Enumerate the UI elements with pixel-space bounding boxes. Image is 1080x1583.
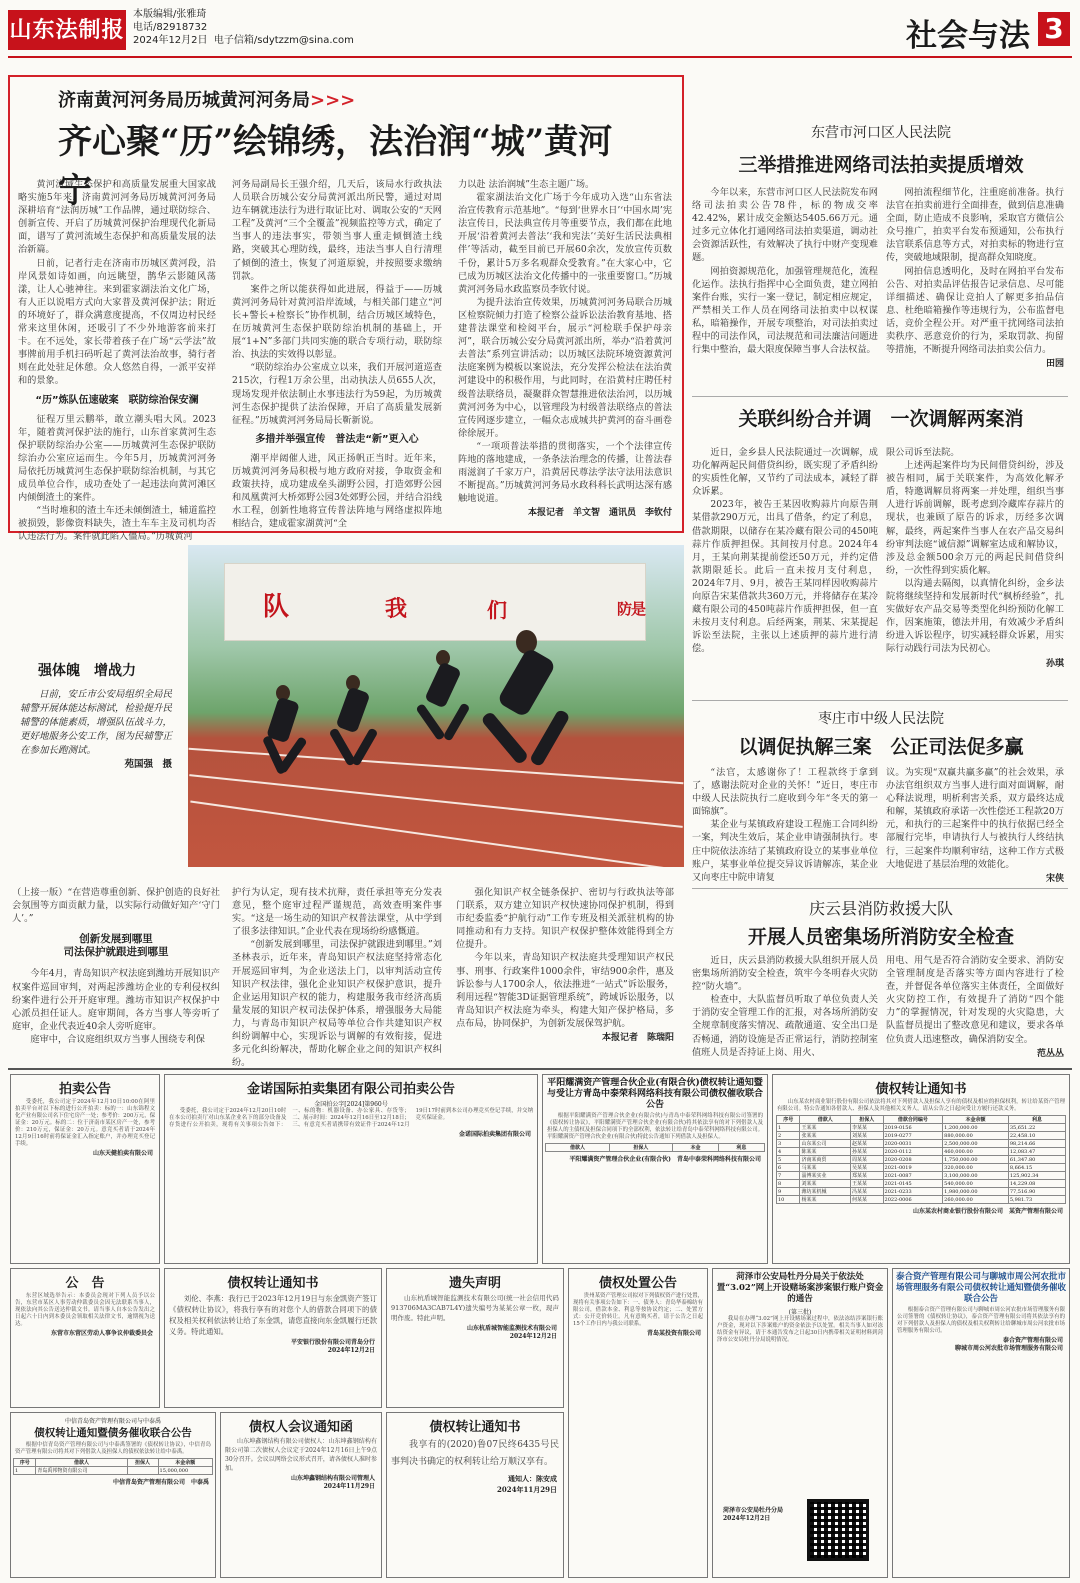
ipr-column-1: [12, 886, 220, 1046]
table-cell: 460,000.00: [943, 1148, 1009, 1156]
table-row: [776, 1132, 1065, 1140]
lead-byline: 本报记者 羊文智 通讯员 李钦付: [527, 508, 672, 519]
table-cell: 冯某某: [851, 1188, 884, 1196]
table-row: [14, 1467, 213, 1475]
paragraph: 征程万里云鹏举，敢立潮头唱大风。2023年，随着黄河保护法的施行，山东首家黄河生态保护联防综治办公室——历城黄河生态保护联防综治办公室应运而生。今年5月，历城黄河河务局依托历城黄河生态保护联防综治机制，与其它成员单位合作，成功查处了一起违法向黄河滩区内倾倒渣土的案件。: [18, 413, 216, 504]
notice-text: 山东某农村商业银行股份有限公司依法将其对下列借款人及担保人享有的债权及相应的担保权利，转让给某资产管理有限公司。特公告通知各借款人、担保人及其他相关义务人，请从公告之日起向受让方履行还款义务。: [777, 1099, 1065, 1112]
paragraph: 今年以来，东营市河口区人民法院发布网络司法拍卖公告78件，标的物成交率42.42%，累计成交金额达5405.66万元。通过多元立体化打通网络司法拍卖渠道，调动社会资源活跃性，有效解决了执行中财产变现难题。: [692, 187, 878, 264]
table-cell: 杨某某: [800, 1196, 851, 1204]
notice-claim-transfer-pingan: [164, 1268, 382, 1408]
banner-char: 队: [263, 592, 290, 622]
notice-title: 金诺国际拍卖集团有限公司拍卖公告: [246, 1082, 455, 1097]
paragraph: 潮平岸阔催人进，风正扬帆正当时。近年来，历城黄河河务局积极与地方政府对接，争取资金和政策扶持，成功建成垒头湖野公园，打造郊野公园和凤凰黄河大桥郊野公园3处郊野公园，并结合沿线水工程，创新性地将宣传普法阵地与网络虚拟阵地相结合，建成霍家湖黄河“全: [232, 452, 442, 530]
paragraph: 护行为认定，现有技术抗辩，责任承担等充分发表意见，整个庭审过程严谨规范，高效查明案件事实。“这是一场生动的知识产权普法课堂，从中学到了很多法律知识。”企业代表在现场纷纷感慨道。: [232, 887, 442, 938]
notice-title: 债权转让通知暨债务催收联合公告: [34, 1427, 192, 1439]
jinxiang-byline: 孙琪: [1045, 658, 1064, 669]
paragraph: 霍家湖法治文化广场于今年成功入选“山东省法治宣传教育示范基地”。“每到‘世界水日’‘中国水周’宪法宣传日，民法典宣传月等重要节点，我们都在此地开展‘沿着黄河去普法’‘我和宪法’‘美好生活民法典相伴’等活动，截至目前已开展60余次，发放宣传页数千份，累计5万多名观群众受教育。”在大家心中，它已成为历城区法治文化传播中的一张重要窗口。”历城黄河河务局水政监察员李钦付说。: [458, 192, 673, 295]
table-cell: 2019-0156: [883, 1124, 943, 1132]
paragraph: 庭审中，合议庭组织双方当事人围绕专利保: [30, 1033, 205, 1045]
paragraph: 近日，金乡县人民法院通过一次调解，成功化解两起民间借贷纠纷，既实现了矛盾纠纷的实质性化解，又节约了司法成本，减轻了群众诉累。: [692, 447, 878, 498]
table-cell: 山东某公司: [800, 1140, 851, 1148]
table-row: [776, 1172, 1065, 1180]
dongying-column-1: [692, 186, 878, 356]
table-cell: [127, 1467, 158, 1475]
table-header: 本金余额: [158, 1459, 212, 1467]
editor-line: 本版编辑/张雅琦: [133, 9, 207, 20]
table-cell: 1: [776, 1124, 799, 1132]
paragraph: 2023年，被告王某因收购蒜片向原告荆某借款290万元，出具了借条，约定了利息，借款期限，以储存在某冷藏有限公司的450吨蒜片作质押担保。其间按月付息。2024年4月，王某向荆某提前偿还50万元，并约定借款期限延长。此后一直未按月支付利息，2024年7月、9月，被告王某同样因收购蒜片向原告宋某借款共360万元，并将储存在某冷藏有限公司的450吨蒜片作质押担保，但一直未按月支付利息。后经两案，荆某、宋某提起诉讼至法院，主张以上述质押的蒜片进行清偿。: [692, 499, 878, 655]
header-rule: [8, 56, 1072, 58]
notice-claim-disposal: [568, 1268, 708, 1578]
notice-signature: 山东坤鑫钢结构有限公司管理人 2024年11月29日: [290, 1475, 375, 1490]
table-cell: 9: [776, 1188, 799, 1196]
notice-text: 山东杭盾城智能监测技术有限公司(统一社会信用代码913706MA3CAB7L4Y)遗失编号为某某公章一枚，现声明作废。特此声明。: [391, 1294, 559, 1322]
table-row: [776, 1180, 1065, 1188]
notice-loss-statement: [386, 1268, 564, 1408]
banner-char: 防: [617, 600, 633, 618]
banner-char: 是: [631, 600, 647, 618]
table-row: [776, 1156, 1065, 1164]
notice-title: 泰合资产管理有限公司与聊城市周公河农批市场管理服务有限公司债权转让通知暨债务催收联合公告: [896, 1272, 1067, 1304]
section-title: 社会与法: [906, 18, 1030, 54]
table-cell: 青岛禹邦物资有限公司: [36, 1467, 127, 1475]
table-cell: 320,000.00: [943, 1164, 1009, 1172]
table-header: 担保人: [851, 1116, 884, 1124]
notice-table: [776, 1115, 1066, 1204]
qingyun-headline: 开展人员密集场所消防安全检查: [747, 926, 1014, 948]
notice-text: 东营区域选举告示：本委员会现对下列人员予以公告，东营市某区人事劳动仲裁委员会因无法联系当事人，现依法向其公告送达仲裁文书。请当事人自本公告发出之日起六十日内到本委员会领取相关法律文书，逾期视为送达。: [15, 1293, 155, 1327]
divider: [692, 396, 1068, 397]
table-header: 本金余额: [943, 1116, 1009, 1124]
zaozhuang-column-1: [692, 766, 878, 884]
notice-signature: 青岛某投资有限公司: [646, 1330, 701, 1337]
track-lane: [189, 774, 682, 828]
notice-signature: 中信青岛资产管理有限公司 中泰禹: [112, 1479, 209, 1486]
ipr-column-2: [232, 886, 442, 1069]
lead-subhead-1: “历”炼队伍速破案 联防综治保安澜: [35, 394, 199, 406]
issue-date: 2024年12月2日: [133, 35, 208, 46]
notice-heze-police: [712, 1268, 888, 1578]
notice-pretitle: 中信青岛资产管理有限公司与中泰禹: [64, 1418, 161, 1425]
table-cell: 2,500,000.00: [943, 1140, 1009, 1148]
zaozhuang-org: 枣庄市中级人民法院: [818, 711, 944, 727]
table-cell: 1,980,000.00: [943, 1188, 1009, 1196]
notice-subtitle: (第三批): [788, 1309, 812, 1316]
table-cell: 6: [776, 1164, 799, 1172]
notice-title: 债权人会议通知函: [248, 1420, 353, 1435]
ipr-column-3: [456, 886, 674, 1045]
notice-text: 我局在办理“3.02”网上开设赌场案过程中，依法冻结涉案银行账户资金，现对以下涉案账户的资金依法予以处置。相关当事人如对冻结资金有异议，请于本通告发布之日起30日内携带相关证明材料到菏泽市公安局牡丹分局说明情况。: [717, 1316, 883, 1343]
table-cell: 陈某某: [800, 1148, 851, 1156]
notice-jinnuo: [164, 1074, 538, 1264]
paragraph: “当时堆积的渣土车还未倾倒渣土，辅道监控被损毁，影像资料缺失，渣土车车主及司机均否认违法行为。案件就此陷入僵局。”历城黄河: [18, 505, 216, 543]
table-row: [776, 1124, 1065, 1132]
notice-text: 贵州某资产管理公司拟对下列债权资产进行处置，现将有关事项公告如下：一、债务人：青岛华泰棉纺有限公司，借款本金、利息等按协议约定；二、处置方式：公开竞价转让。凡有意购买者，请于公告之日起15个工作日内与我公司联系。: [573, 1293, 703, 1327]
paragraph: 日前，记者行走在济南市历城区黄河段，沿岸风景如诗如画，向远眺望，鹊华云影随风荡漾，让人心驰神往。来到霍家湖法治文化广场，有人正以说唱方式向大家普及黄河保护法；附近的环境好了，群众满意度提高，不仅周边村民经常来这里休闲，还吸引了不少外地游客前来打卡。在不远处，家长带着孩子在广场“云学法”故事牌前用手机扫码听起了黄河法治故事，骑行者则在此处驻足休憩。众人悠然自得，一派平安祥和的景象。: [18, 257, 216, 387]
table-row: [776, 1164, 1065, 1172]
table-cell: 李某某: [851, 1124, 884, 1132]
table-cell: 8,664.15: [1008, 1164, 1065, 1172]
paragraph: 以沟通去隔阂，以真情化纠纷，金乡法院将继续坚持和发展新时代“枫桥经验”，扎实做好农产品交易等类型化纠纷预防化解工作，因案施策，德法并用，有效减少矛盾纠纷进入诉讼程序，切实减轻群众诉累，用实际行动践行司法为民初心。: [886, 577, 1064, 655]
notice-title: 债权处置公告: [598, 1276, 677, 1291]
table-cell: 潍坊某机械: [800, 1188, 851, 1196]
notice-creditor-meeting: [220, 1412, 382, 1578]
notice-text: 刘伦、李燕：我行已于2023年12月19日与东金凯资产签订《债权转让协议》，将我行享有的对您个人的借款合同项下的债权及相关权利依法转让给了东金凯，请您直接向东金凯履行还款义务。特此通知。: [169, 1294, 377, 1336]
page-number: 3: [1038, 12, 1070, 46]
dongying-byline: 田园: [1045, 359, 1064, 370]
notice-pingyang: [542, 1074, 768, 1264]
paragraph: 力以赴 法治润城”生态主题广场。: [458, 179, 595, 190]
table-row: [776, 1188, 1065, 1196]
table-cell: 淄博某实业: [800, 1172, 851, 1180]
paragraph: 网拍资源规范化，加强管理规范化，流程化运作。法执行指挥中心全面负责，建立网拍案件台账，实行一案一登记，制定相应规定，严禁相关工作人员在网络司法拍卖中以权谋私，暗箱操作，开展专项整治，对司法拍卖过程中的司法作风，司法规范和司法廉洁问题进行集中整治，最大限度保障当事人合法权益。: [692, 265, 878, 356]
paragraph: “联防综治办公室成立以来，我们开展河道巡查215次，行程1万余公里，出动执法人员655人次，现场发现并依法制止水事违法行为59起，为历城黄河生态保护提供了法治保障，开启了高质量发展新征程。”历城黄河河务局局长靳新说。: [232, 362, 442, 426]
table-cell: 10: [776, 1196, 799, 1204]
paragraph: 网拍流程细节化，注重庭前准备。执行法官在拍卖前进行全面排查，做到信息准确全面，防止造成不良影响，采取官方微信公众号推广，拍卖平台发布预通知，公布执行法官联系信息等方式，对拍卖标的物进行宣传，突破地域限制，提高群众知晓度。: [886, 187, 1064, 264]
photo-caption-text: 日前，安丘市公安局组织全局民辅警开展体能达标测试，检验提升民辅警的体能素质，增强队伍战斗力，更好地服务公安工作，图为民辅警正在参加长跑测试。: [20, 689, 173, 756]
notice-taihe: [892, 1268, 1070, 1578]
qingyun-org: 庆云县消防救援大队: [808, 899, 953, 918]
table-cell: 260,000.00: [943, 1196, 1009, 1204]
paragraph: 上述两起案件均为民间借贷纠纷，涉及被告相同，属于关联案件，为高效化解矛盾，特邀调解员将两案一并处理，组织当事人进行诉前调解，既考虑到冷藏库存蒜片的现状，也兼顾了原告的诉求，历经多次调解，最终，两起案件当事人在农产品交易纠纷审判法庭“诚信源”调解室达成和解协议，涉及总金额500余万元的两起民间借贷纠纷，一次性得到实质化解。: [886, 460, 1064, 576]
notices-divider: [8, 1068, 1072, 1070]
paragraph: 今年以来，青岛知识产权法庭共受理知识产权民事、刑事、行政案件1000余件，审结900余件，惠及诉讼参与人1700余人，依法推进“一站式”诉讼服务，利用远程“智能3D证据管理系统”，跨域诉讼服务，以青岛知识产权法庭为牵头，构建大知产保护格局，多点布局，协同保护，为创新发展保驾护航。: [456, 952, 674, 1029]
table-cell: 12,083.47: [1008, 1148, 1065, 1156]
banner-char: 我: [385, 597, 408, 622]
qr-code-icon: [807, 1499, 869, 1561]
paragraph: 限公司诉至法院。: [886, 447, 960, 458]
phone-line: 电话/82918732: [133, 22, 208, 33]
paragraph: 强化知识产权全链条保护、密切与行政执法等部门联系，双方建立知识产权快速协同保护机制，得到市纪委监委“护航行动”工作专班及相关派驻机构的协同推动和有力支持。知识产权保护整体效能得到全方位提升。: [456, 887, 674, 951]
table-cell: 125,902.34: [1008, 1172, 1065, 1180]
table-cell: 刘某某: [851, 1132, 884, 1140]
qingyun-column-2: [886, 954, 1064, 1061]
notice-signature: 泰合资产管理有限公司 聊城市周公河农批市场管理服务有限公司: [954, 1337, 1063, 1352]
table-cell: 880,000.00: [943, 1132, 1009, 1140]
qingyun-column-1: [692, 954, 878, 1059]
jinxiang-headline: 关联纠纷合并调 一次调解两案消: [738, 408, 1024, 430]
notice-claim-transfer-chen: [386, 1412, 564, 1578]
table-cell: 15,000,000: [158, 1467, 212, 1475]
table-cell: 1: [14, 1467, 36, 1475]
table-cell: 2019-0277: [883, 1132, 943, 1140]
table-header: 借款人: [800, 1116, 851, 1124]
table-cell: 540,000.00: [943, 1180, 1009, 1188]
news-photo: [188, 545, 684, 867]
table-cell: 98,214.66: [1008, 1140, 1065, 1148]
table-cell: 5,981.73: [1008, 1196, 1065, 1204]
table-cell: 2022-0006: [883, 1196, 943, 1204]
notice-text: 受委托，我公司定于2024年12月20日10时在本公司拍卖厅对山东某企业名下的部分设备及存货进行公开拍卖，现将有关事项公告如下：一、标的物：机器设备、办公家具、存货等；二、展示时间：2024年12月16日至12月18日；三、有意竞买者请携带有效证件于2024年12月19日17时前到本公司办理竞买登记手续，并交纳竞买保证金。: [169, 1108, 533, 1128]
notice-signature: 菏泽市公安局牡丹分局 2024年12月2日: [723, 1507, 784, 1522]
notice-title: 公 告: [65, 1276, 105, 1291]
table-cell: 何某某: [851, 1196, 884, 1204]
dongying-column-2: [886, 186, 1064, 371]
notice-signature: 金诺国际拍卖集团有限公司: [458, 1131, 531, 1138]
table-cell: 2021-0145: [883, 1180, 943, 1188]
notice-title: 菏泽市公安局牡丹分局关于依法处置“3.02”网上开设赌场案涉案银行账户资金的通告: [716, 1272, 884, 1304]
paragraph: 黄河流域生态保护和高质量发展重大国家战略实施5年来，济南黄河河务局历城黄河河务局深耕培育“法润历城”工作品牌，通过联防综合、创新宣传、开启了历城黄河保护治理现代化新局面，谱写了黄河流域生态保护和高质量发展的法治新篇。: [18, 179, 216, 256]
table-cell: 5: [776, 1156, 799, 1164]
notice-text: 山东坤鑫钢结构有限公司债权人：山东坤鑫钢结构有限公司第二次债权人会议定于2024年12月16日上午9点30分召开。会议以网络会议形式召开，请各债权人准时参加。: [225, 1438, 377, 1472]
notice-title: 拍卖公告: [58, 1082, 111, 1097]
lead-kicker: [58, 86, 355, 112]
table-header: 序号: [14, 1459, 36, 1467]
issue-meta: [133, 8, 354, 47]
notice-text: 根据中信青岛资产管理有限公司与中泰禹签署的《债权转让协议》，中信青岛资产管理有限公司将其对下列借款人及担保人的债权依法转让给中泰禹。: [15, 1442, 211, 1455]
paragraph: 今年4月，青岛知识产权法庭到潍坊开展知识产权案件巡回审判，对两起涉潍坊企业的专利侵权纠纷案件进行公开开庭审理。潍坊市知识产权保护中心派员担任证人。庭审期间，各方当事人等旁听了庭审，企业代表近40余人旁听庭审。: [12, 968, 220, 1032]
table-cell: 14,229.08: [1008, 1180, 1065, 1188]
table-cell: 4: [776, 1148, 799, 1156]
notice-text: 根据平阳耀满资产管理合伙企业(有限合伙)与青岛中泰荣科网络科技有限公司签署的《债权转让协议》，平阳耀满资产管理合伙企业(有限合伙)将其依法享有的对下列借款人及担保人的主债权及担保合同项下的全部权利，依法转让给青岛中泰荣科网络科技有限公司。平阳耀满资产管理合伙企业(有限合伙)特此公告通知下列借款人及担保人。: [547, 1113, 763, 1140]
track-lane: [189, 748, 684, 785]
notice-claim-transfer-table: [772, 1074, 1070, 1264]
notice-subtitle: 金国拍公字[2024]第960号: [314, 1101, 388, 1108]
table-header: 借款人: [546, 1144, 609, 1152]
paragraph: （上接一版）“在营造尊重创新、保护创造的良好社会氛围等方面贡献力量，以实际行动做好知产‘守门人’。”: [12, 887, 220, 925]
paragraph: “创新发展到哪里，司法保护就跟进到哪里。”刘圣林表示，近年来，青岛知识产权法庭坚持常态化开展巡回审判，为企业送法上门，以审判活动宣传知识产权法律，强化企业知识产权保护意识，提升企业运用知识产权的能力，构建服务我市经济高质量发展的知识产权司法保护体系，增强服务大局能力，与青岛市知识产权局等单位合作共建知识产权纠纷调解中心，实现诉讼与调解的有效衔接，促进多元化纠纷解决，帮助化解企业之间的知识产权纠纷。: [232, 939, 442, 1069]
table-cell: 35,651.22: [1008, 1124, 1065, 1132]
divider: [692, 700, 1068, 701]
table-cell: 周某某: [851, 1156, 884, 1164]
table-cell: 王某某: [851, 1180, 884, 1188]
paragraph: 案件之所以能获得如此进展，得益于——历城黄河河务局针对黄河沿岸流域，与相关部门建立“河长+警长+检察长”协作机制，结合历城区域特色，在历城黄河生态保护联防综治机制的基础上，开展“1+N”多部门共同实施的联合专项行动，联防综治、执法的实效得以彰显。: [232, 283, 442, 361]
notice-table: [13, 1458, 213, 1475]
masthead-logo: 山东法制报: [8, 10, 126, 50]
lead-column-3: [458, 178, 672, 520]
photo-caption: [20, 688, 172, 772]
paragraph: “一项项普法举措的贯彻落实，一个个法律宣传阵地的落地建成，一条条法治理念的传播，让普法春雨滋润了千家万户，沿黄居民尊法学法守法用法意识不断提高。”历城黄河河务局水政科科长武明达深有感触地说道。: [458, 440, 672, 505]
notice-text: 受委托，我公司定于2024年12月10日10:00在阿里拍卖平台对以下标的进行公开拍卖：标的一：山东锦程文化产业有限公司名下住宅房产一处；参考价：200万元，保证金：20万元。标的二：位于济南市某区房产一处，参考价：210万元，保证金：20万元。意竞买者请于2024年12月9日16时前将保证金汇入指定账户，并办理竞买登记手续。: [15, 1099, 155, 1147]
table-cell: 7: [776, 1172, 799, 1180]
notice-zhongxin: [10, 1412, 216, 1578]
paragraph: 某企业与某镇政府建设工程施工合同纠纷一案，判决生效后，某企业申请强制执行。枣庄中院依法冻结了某镇政府设立的某事业单位账户，某事业单位提交异议诉请解冻，某企业又向枣庄中院申请复: [692, 819, 878, 883]
table-header: 利息: [718, 1144, 764, 1152]
table-row: [776, 1196, 1065, 1204]
table-row: [776, 1140, 1065, 1148]
table-cell: 2021-0019: [883, 1164, 943, 1172]
lead-column-2: [232, 178, 442, 530]
table-cell: 王某某: [800, 1124, 851, 1132]
notice-signature: 山东某农村商业银行股份有限公司 某资产管理有限公司: [912, 1208, 1063, 1215]
table-cell: 61,347.80: [1008, 1156, 1065, 1164]
table-cell: 张某某: [800, 1132, 851, 1140]
notice-title: 遗失声明: [448, 1276, 501, 1291]
banner-char: 们: [487, 598, 507, 622]
paragraph: 河务局副局长王强介绍，几天后，该局水行政执法人员联合历城公安分局黄河派出所民警，通过对周边车辆就违法行为进行取证比对、调取公安的“天网工程”及黄河“三个全覆盖”视频监控等方式，确定了当事人的违法事实，带领当事人重走倾倒渣土线路，突破其心理防线，最终，违法当事人自行清理了倾倒的渣土，恢复了河道原貌，并按照要求缴纳罚款。: [232, 179, 442, 282]
paragraph: “法官，太感谢你了！工程款终于拿到了，感谢法院对企业的关怀！”近日，枣庄市中级人民法院执行二庭收到今年“冬天的第一面锦旗”。: [692, 767, 878, 818]
notice-signature: 通知人：陈安成 2024年11月29日: [497, 1474, 557, 1494]
notice-title: 债权转让通知书: [875, 1082, 967, 1097]
table-header: 借款合同编号: [883, 1116, 943, 1124]
notice-title: 债权转让通知书: [429, 1420, 521, 1435]
notice-title: 平阳耀满资产管理合伙企业(有限合伙)债权转让通知暨与受让方青岛中泰荣科网络科技有限公司债权催收联合公告: [547, 1078, 764, 1110]
paragraph: 网拍信息透明化，及时在网拍平台发布公告、对拍卖品评估报告记录信息、尽可能详细描述、确保让竞拍人了解更多拍品信息、杜绝暗箱操作等违规行为，公布监督电话，竞价全程公开。对严重干扰网络司法拍卖秩序、恶意竞价的行为，采取罚款、拘留等措施，不断提升网络司法拍卖公信力。: [886, 265, 1064, 356]
table-cell: 2020-0208: [883, 1156, 943, 1164]
jinxiang-column-2: [886, 446, 1064, 671]
table-cell: 1,200,000.00: [943, 1124, 1009, 1132]
table-header: 序号: [776, 1116, 799, 1124]
notice-signature: 山东天健拍卖有限公司: [92, 1150, 153, 1157]
table-cell: 济南某商贸: [800, 1156, 851, 1164]
ipr-byline: 本报记者 陈瑞阳: [601, 1033, 674, 1044]
zaozhuang-byline: 宋侠: [1045, 873, 1064, 884]
paragraph: 为提升法治宣传效果，历城黄河河务局联合历城区检察院倾力打造了检察公益诉讼法治教育基地、搭建普法课堂和检阅平台，展示“河检联手保护母亲河”，联合历城公安分局黄河派出所，举办“沿着黄河去普法”系列宣讲活动；以历城区法院环境资源黄河法庭案例为模板以案说法，充分发挥公检法在法治黄河建设中的积极作用，与此同时，在沿黄村庄聘任村级普法联络员，凝聚群众智慧推进依法治河，以历城黄河河务为中心，以管理段为村级普法联络点的普法宣传网逐步建立，一幅众志成城共护黄河的奋斗画卷徐徐展开。: [458, 296, 672, 439]
table-cell: 赵某某: [851, 1140, 884, 1148]
table-header: 担保人: [609, 1144, 672, 1152]
lead-kicker-arrows: >>>: [310, 90, 356, 111]
jinxiang-column-1: [692, 446, 878, 656]
photo-caption-title: 强体魄 增战力: [38, 663, 136, 679]
notice-auction: [10, 1074, 160, 1264]
notice-table: [545, 1143, 765, 1152]
table-cell: 2020-0031: [883, 1140, 943, 1148]
table-cell: 2020-0112: [883, 1148, 943, 1156]
table-cell: 吴某某: [851, 1164, 884, 1172]
table-cell: 孙某某: [851, 1148, 884, 1156]
ipr-subhead: 创新发展到哪里 司法保护就跟进到哪里: [63, 933, 169, 959]
paragraph: 检查中，大队监督员听取了单位负责人关于消防安全管理工作的汇报，对各场所消防安全规章制度落实情况、疏散通道、安全出口是否畅通，消防设施是否正常运行，消防控制室值班人员是否持证上岗、用火、: [692, 994, 878, 1058]
paragraph: 议。为实现“双赢共赢多赢”的社会效果，承办法官组织双方当事人进行面对面调解，耐心释法说理，明析利害关系，双方最终达成和解，某镇政府承诺一次性偿还工程款20万元，和执行的三起案件中的执行依据已经全部履行完毕，申请执行人与被执行人终结执行，三起案件均顺利审结，这种工作方式极大地促进了基层治理的效能化。: [886, 767, 1064, 870]
table-cell: 2021-0233: [883, 1188, 943, 1196]
zaozhuang-headline: 以调促执解三案 公正司法促多赢: [738, 736, 1024, 758]
paragraph: 用电、用气是否符合消防安全要求、消防安全管理制度是否落实等方面内容进行了检查，并督促各单位落实主体责任，全面做好火灾防控工作，有效提升了消防“四个能力”的掌握情况，针对发现的火灾隐患，大队监督员提出了整改意见和建议，要求各单位负责人迅速整改，确保消防安全。: [886, 955, 1064, 1045]
table-cell: 3: [776, 1140, 799, 1148]
table-header: 利息: [1008, 1116, 1065, 1124]
table-cell: 3,100,000.00: [943, 1172, 1009, 1180]
lead-headline: 齐心聚“历”绘锦绣，法治润“城”黄河宁: [58, 122, 613, 211]
notice-signature: 平安银行股份有限公司青岛分行 2024年12月2日: [290, 1339, 375, 1354]
photo-credit: 苑国强 摄: [124, 759, 172, 770]
table-cell: 8: [776, 1180, 799, 1188]
email-line: 电子信箱/sdytzzm@sina.com: [213, 35, 354, 46]
paragraph: 近日，庆云县消防救援大队组织开展人员密集场所消防安全检查，筑牢今冬明春火灾防控“防火墙”。: [692, 955, 878, 993]
notice-signature: 平阳耀满资产管理合伙企业(有限合伙) 青岛中泰荣科网络科技有限公司: [569, 1156, 761, 1163]
table-cell: 22,458.10: [1008, 1132, 1065, 1140]
dongying-headline: 三举措推进网络司法拍卖提质增效: [738, 154, 1024, 176]
notice-text: 根据泰合资产管理有限公司与聊城市周公河农批市场管理服务有限公司签署的《债权转让协议》，泰合资产管理有限公司将其依法享有的对下列借款人及担保人的债权及相关权利转让给聊城市周公河农批市场管理服务有限公司。: [897, 1307, 1065, 1334]
zaozhuang-column-2: [886, 766, 1064, 886]
table-cell: 2: [776, 1132, 799, 1140]
table-cell: 2021-0087: [883, 1172, 943, 1180]
notice-text: 我享有的(2020)鲁07民终6435号民事判决书确定的权利转让给万顺汉享有。: [391, 1440, 559, 1467]
lead-column-1: [18, 178, 216, 544]
notice-signature: 山东杭盾城智能监测技术有限公司 2024年12月2日: [466, 1325, 557, 1340]
photo-banner: [224, 563, 646, 641]
table-header: 本金: [673, 1144, 719, 1152]
notice-signature: 东营市东营区劳动人事争议仲裁委员会: [50, 1330, 153, 1337]
lead-subhead-2: 多措并举强宣传 普法走“新”更入心: [255, 433, 419, 445]
table-cell: 刘某某: [800, 1180, 851, 1188]
dongying-org: 东营市河口区人民法院: [811, 125, 951, 141]
notice-public: [10, 1268, 160, 1408]
divider: [692, 888, 1068, 889]
notice-title: 债权转让通知书: [227, 1276, 319, 1291]
table-header: 担保人: [127, 1459, 158, 1467]
table-header: 借款人: [36, 1459, 127, 1467]
table-cell: 郑某某: [851, 1172, 884, 1180]
qingyun-byline: 范丛丛: [1036, 1048, 1064, 1059]
lead-kicker-text: 济南黄河河务局历城黄河河务局: [58, 90, 310, 111]
table-cell: 1,750,000.00: [943, 1156, 1009, 1164]
track-lane: [190, 800, 681, 867]
table-row: [776, 1148, 1065, 1156]
table-cell: 马某某: [800, 1164, 851, 1172]
table-cell: 77,516.90: [1008, 1188, 1065, 1196]
